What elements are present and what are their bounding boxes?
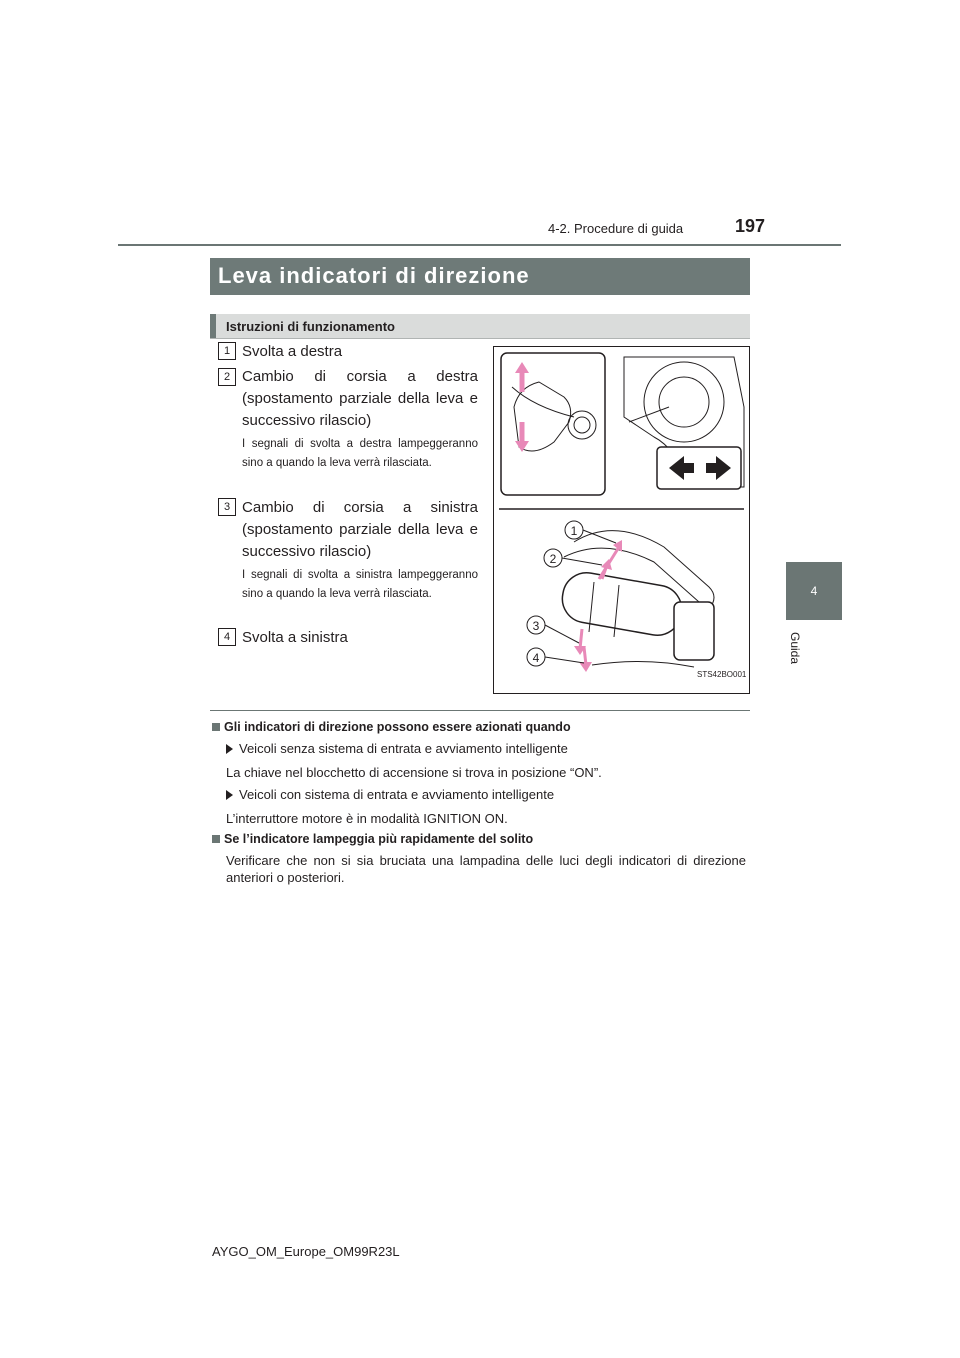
- figure-caption: STS42BO001: [697, 670, 747, 679]
- page-number: 197: [735, 216, 766, 236]
- footer-code: AYGO_OM_Europe_OM99R23L: [212, 1244, 400, 1259]
- note-bullet-1: Veicoli senza sistema di entrata e avviamento intelligente: [226, 740, 568, 757]
- item-text: Svolta a destra: [242, 343, 343, 360]
- item-note: I segnali di svolta a sinistra lampeggeranno sino a quando la leva verrà rilasciata.: [242, 569, 478, 600]
- callout-2: 2: [549, 552, 557, 566]
- note-bullet-2: Veicoli con sistema di entrata e avviamento intelligente: [226, 786, 554, 803]
- item-number: 1: [218, 342, 236, 360]
- lever-illustration: [493, 346, 750, 694]
- square-bullet-icon: [212, 835, 220, 843]
- page-title: Leva indicatori di direzione: [218, 263, 530, 288]
- callout-3: 3: [532, 619, 540, 633]
- item-note: I segnali di svolta a destra lampeggeranno sino a quando la leva verrà rilasciata.: [242, 438, 478, 469]
- callout-1: 1: [570, 524, 578, 538]
- title-bar: [210, 258, 750, 295]
- triangle-bullet-icon: [226, 790, 233, 800]
- lever-diagram: [494, 347, 749, 693]
- note-heading-1: Gli indicatori di direzione possono essere azionati quando: [212, 720, 571, 734]
- note-text-1: La chiave nel blocchetto di accensione si trova in posizione “ON”.: [226, 765, 602, 780]
- item-number: 3: [218, 498, 236, 516]
- item-text: Svolta a sinistra: [242, 629, 348, 646]
- note-text-2: L’interruttore motore è in modalità IGNITION ON.: [226, 811, 508, 826]
- callout-4: 4: [532, 651, 540, 665]
- subheading-marker: [210, 314, 216, 338]
- notes-divider: [210, 710, 750, 711]
- chapter-label: Guida: [788, 632, 802, 665]
- lever: [559, 569, 686, 639]
- triangle-bullet-icon: [226, 744, 233, 754]
- chapter-tab: 4: [786, 562, 842, 620]
- note-heading-2: Se l’indicatore lampeggia più rapidamente del solito: [212, 832, 533, 846]
- item-number: 4: [218, 628, 236, 646]
- item-number: 2: [218, 368, 236, 386]
- item-text: Cambio di corsia a sinistra (spostamento parziale della leva e successivo rilascio): [242, 499, 478, 560]
- subheading: Istruzioni di funzionamento: [226, 319, 395, 334]
- square-bullet-icon: [212, 723, 220, 731]
- header-divider: [118, 244, 841, 246]
- item-text: Cambio di corsia a destra (spostamento parziale della leva e successivo rilascio): [242, 368, 478, 429]
- subheading-divider: [210, 338, 750, 339]
- subheading-bar: [210, 314, 750, 338]
- section-reference: 4-2. Procedure di guida: [548, 221, 684, 236]
- note-text-3: Verificare che non si sia bruciata una lampadina delle luci degli indicatori di direzione anteriori o posteriori.: [226, 853, 746, 885]
